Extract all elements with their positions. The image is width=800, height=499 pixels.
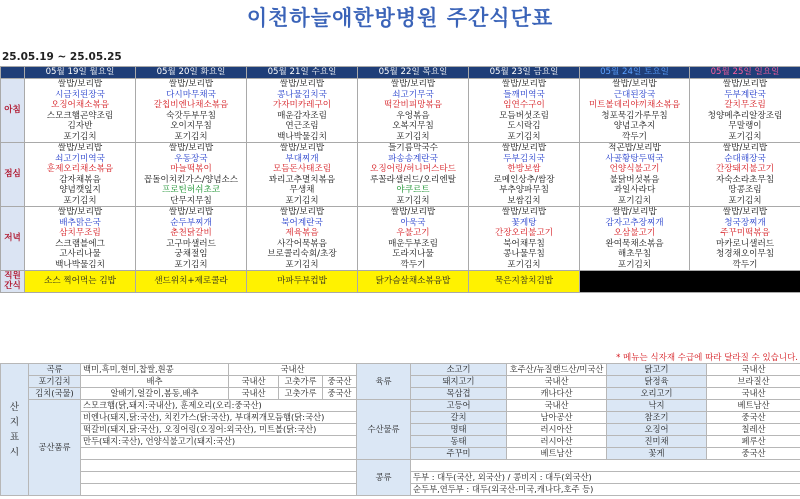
corner-cell — [1, 67, 25, 79]
menu-cell — [469, 79, 580, 143]
fish-cell: 오징어 — [607, 424, 707, 436]
menu-item: 브로콜리숙회/초장 — [267, 249, 337, 259]
menu-item: 스모크햄곤약조림 — [46, 110, 114, 121]
menu-item: 꽈리고추멸치볶음 — [268, 174, 336, 185]
fish-cell: 국내산 — [507, 400, 607, 412]
snack-cell: 샌드위치+제로콜라 — [136, 271, 247, 293]
processed-empty — [81, 472, 357, 484]
snack-label-line: 직원 — [4, 271, 21, 281]
menu-cell — [136, 207, 247, 271]
processed-empty — [81, 460, 357, 472]
menu-item: 간장돼지불고기 — [715, 164, 775, 174]
menu-item: 보쌈김치 — [507, 195, 541, 206]
snack-label — [1, 271, 25, 293]
fish-cell: 러시아산 — [507, 424, 607, 436]
menu-item: 오이지무침 — [170, 121, 212, 131]
kimchi-pepper: 고춧가루 — [279, 376, 323, 388]
kimchi-label: 포기김치 — [29, 376, 81, 388]
menu-item: 순대해장국 — [724, 153, 766, 164]
menu-item: 꼽돌이치킨가스/양념소스 — [143, 174, 239, 185]
menu-item: 포기김치 — [617, 195, 652, 206]
menu-item: 쌀밥/보리밥 — [279, 143, 325, 153]
date-range: 25.05.19 ~ 25.05.25 — [2, 51, 122, 63]
snack-cell: 묵은지참치김밥 — [469, 271, 580, 293]
menu-item: 깍두기 — [400, 259, 426, 270]
menu-item: 포기김치 — [285, 195, 319, 206]
day-header-saturday: 05월 24일 토요일 — [580, 67, 690, 79]
menu-item: 고사리나물 — [59, 249, 101, 259]
menu-item: 쌀밥/보리밥 — [57, 143, 103, 153]
processed-line: 떡갈비(돼지,닭:국산), 오징어링(오징어:외국산), 미트볼(닭:국산) — [81, 424, 357, 436]
menu-item: 자숙소라초무침 — [715, 174, 775, 185]
bean-line: 두부 : 대두(국산, 외국산) / 콩비지 : 대두(외국산) — [411, 472, 800, 484]
rice-value: 백미,흑미,현미,찹쌀,흰콩 — [81, 364, 229, 376]
menu-item: 오삼불고기 — [613, 228, 656, 238]
menu-cell — [25, 79, 136, 143]
kimchi-local-value: 알배기,얼갈이,봄동,배추 — [81, 388, 229, 400]
kimchi-pepper-origin: 중국산 — [323, 376, 357, 388]
menu-cell — [358, 79, 469, 143]
menu-cell — [247, 207, 358, 271]
menu-item: 쌀밥/보리밥 — [722, 143, 768, 153]
menu-item: 쌀밥/보리밥 — [612, 79, 657, 89]
fish-cell: 진미채 — [607, 436, 707, 448]
fish-cell: 베트남산 — [707, 400, 800, 412]
snack-cell: 닭가슴살채소볶음밥 — [358, 271, 469, 293]
menu-item: 콩나물김치국 — [277, 89, 327, 100]
kimchi-local-pepper: 고춧가루 — [279, 388, 323, 400]
menu-item: 쌀밥/보리밥 — [612, 207, 657, 217]
kimchi-local-origin: 국내산 — [229, 388, 279, 400]
menu-item: 갈칩비엔나채소볶음 — [153, 100, 229, 110]
menu-item: 김자반 — [67, 121, 93, 131]
meat-cell: 호주산/뉴질랜드산/미국산 — [507, 364, 607, 376]
menu-item: 북어채무침 — [503, 238, 545, 249]
menu-cell — [690, 207, 800, 271]
menu-cell — [136, 143, 247, 207]
menu-item: 프로틴허쉬초코 — [161, 185, 221, 195]
fish-cell: 페루산 — [707, 436, 800, 448]
menu-item: 청경채오이무침 — [715, 249, 775, 259]
menu-cell — [247, 79, 358, 143]
menu-item: 마늘떡볶이 — [170, 164, 212, 174]
menu-item: 들깨미역국 — [503, 89, 545, 100]
meat-cell: 목삼겹 — [411, 388, 507, 400]
bean-blank — [411, 460, 800, 472]
menu-item: 쌀밥/보리밥 — [501, 143, 547, 153]
fish-cell: 중국산 — [707, 412, 800, 424]
fish-cell: 참조기 — [607, 412, 707, 424]
menu-item: 궁채절임 — [174, 249, 208, 259]
menu-item: 포기김치 — [728, 131, 762, 142]
menu-cell — [580, 143, 690, 207]
menu-item: 단무지무침 — [170, 195, 212, 206]
menu-item: 오징어채소볶음 — [50, 100, 110, 110]
processed-line: 스모크햄(닭,돼지:국내산), 훈제오리(오리:중국산) — [81, 400, 357, 412]
bean-line: 순두부,연두부 : 대두(외국산-미국,캐나다,호주 등) — [411, 484, 800, 496]
menu-item: 무말랭이 — [728, 121, 762, 131]
day-header-sunday: 05월 25일 일요일 — [690, 67, 800, 79]
menu-item: 들기름막국수 — [388, 143, 438, 153]
origin-table — [0, 363, 800, 496]
processed-line: 만두(돼지:국산), 언양식불고기(돼지:국산) — [81, 436, 357, 448]
origin-row — [1, 460, 800, 472]
day-header-row — [1, 67, 800, 79]
menu-item: 부추양파무침 — [499, 185, 549, 195]
menu-item: 청포묵김가루무침 — [601, 110, 668, 121]
menu-item: 깍두기 — [732, 259, 758, 270]
rice-label: 곡류 — [29, 364, 81, 376]
snack-label-line: 간식 — [4, 281, 21, 292]
day-header: 05월 21일 수요일 — [247, 67, 358, 79]
fish-cell: 동태 — [411, 436, 507, 448]
meal-row — [1, 79, 800, 143]
menu-item: 파송송계란국 — [388, 153, 438, 164]
menu-item: 쌀밥/보리밥 — [168, 79, 214, 89]
menu-item: 우동장국 — [174, 153, 208, 164]
menu-item: 임연수구이 — [503, 100, 545, 110]
menu-item: 순두부찌개 — [170, 217, 212, 228]
snack-cell: 소스 찍어먹는 김밥 — [25, 271, 136, 293]
menu-item: 깍두기 — [622, 131, 647, 142]
fish-cell: 고등어 — [411, 400, 507, 412]
fish-cell: 주꾸미 — [411, 448, 507, 460]
menu-item: 언양식불고기 — [609, 164, 660, 174]
menu-item: 쌀밥/보리밥 — [279, 79, 325, 89]
menu-item: 불닭버섯볶음 — [609, 174, 660, 185]
menu-item: 포기김치 — [174, 259, 208, 270]
meat-cell: 브라질산 — [707, 376, 800, 388]
menu-item: 떡갈비피망볶음 — [383, 100, 443, 110]
menu-item: 쌀밥/보리밥 — [722, 79, 768, 89]
menu-item: 쌀밥/보리밥 — [501, 79, 547, 89]
menu-item: 가자미카레구이 — [272, 100, 332, 110]
menu-item: 쌀밥/보리밥 — [501, 207, 547, 217]
day-header: 05월 23일 금요일 — [469, 67, 580, 79]
menu-cell — [25, 143, 136, 207]
meat-cell: 소고기 — [411, 364, 507, 376]
menu-item: 제육볶음 — [285, 228, 319, 238]
menu-item: 매운두부조림 — [388, 238, 438, 249]
fish-cell: 중국산 — [707, 448, 800, 460]
menu-cell — [136, 79, 247, 143]
meal-row — [1, 143, 800, 207]
fish-cell: 명태 — [411, 424, 507, 436]
menu-item: 포기김치 — [396, 131, 430, 142]
menu-item: 훈제오리채소볶음 — [46, 164, 114, 174]
menu-item: 루꼴라샐러드/오리엔탈 — [370, 174, 456, 185]
rice-origin: 국내산 — [229, 364, 357, 376]
menu-item: 도시락김 — [507, 121, 541, 131]
menu-item: 우불고기 — [396, 228, 430, 238]
menu-item: 매운감자조림 — [277, 110, 327, 121]
side-label-char: 산 — [9, 401, 20, 413]
menu-cell — [25, 207, 136, 271]
menu-item: 포기김치 — [507, 131, 541, 142]
menu-item: 쌀밥/보리밥 — [168, 207, 214, 217]
menu-item: 시금치된장국 — [55, 89, 105, 100]
menu-item: 무생채 — [289, 185, 315, 195]
meat-cell: 국내산 — [707, 388, 800, 400]
menu-item: 부대찌개 — [285, 153, 319, 164]
menu-item: 쌀밥/보리밥 — [57, 207, 103, 217]
fish-cell: 러시아산 — [507, 436, 607, 448]
menu-item: 오복지무침 — [392, 121, 434, 131]
menu-item: 포기김치 — [507, 259, 541, 270]
fish-cell: 베트남산 — [507, 448, 607, 460]
menu-item: 완여묵채소볶음 — [605, 238, 664, 249]
menu-note: * 메뉴는 식자재 수급에 따라 달라질 수 있습니다. — [616, 353, 798, 363]
weekly-menu-table — [0, 66, 800, 293]
menu-item: 두부김치국 — [503, 153, 545, 164]
snack-row — [1, 271, 800, 293]
kimchi-local-label: 김치(국물) — [29, 388, 81, 400]
day-header: 05월 22일 목요일 — [358, 67, 469, 79]
fish-cell: 꽃게 — [607, 448, 707, 460]
menu-item: 마카로니샐러드 — [715, 238, 775, 249]
menu-item: 콩나물무침 — [503, 249, 545, 259]
menu-item: 청국장찌개 — [724, 217, 766, 228]
menu-cell — [690, 143, 800, 207]
origin-row — [1, 400, 800, 412]
side-label-char: 시 — [9, 446, 20, 458]
menu-item: 도라지나물 — [392, 249, 434, 259]
processed-empty — [81, 484, 357, 496]
day-header: 05월 19일 월요일 — [25, 67, 136, 79]
menu-cell — [247, 143, 358, 207]
menu-cell — [469, 207, 580, 271]
fish-cell: 낙지 — [607, 400, 707, 412]
page-title: 이천하늘애한방병원 주간식단표 — [246, 6, 554, 30]
meal-label: 저녁 — [1, 207, 25, 271]
menu-cell — [690, 79, 800, 143]
menu-item: 한방보쌈 — [507, 164, 541, 174]
meat-cell: 캐나다산 — [507, 388, 607, 400]
day-header: 05월 20일 화요일 — [136, 67, 247, 79]
menu-item: 포기김치 — [63, 131, 97, 142]
menu-item: 춘천닭갈비 — [170, 228, 212, 238]
menu-item: 쌀밥/보리밥 — [390, 207, 436, 217]
meat-cell: 오리고기 — [607, 388, 707, 400]
menu-item: 북어계란국 — [281, 217, 323, 228]
menu-item: 쌀밥/보리밥 — [57, 79, 103, 89]
menu-cell — [469, 143, 580, 207]
menu-item: 포기김치 — [63, 195, 97, 206]
menu-item: 쌀밥/보리밥 — [722, 207, 768, 217]
snack-cell: 마파두부컵밥 — [247, 271, 358, 293]
menu-item: 모듬버섯조림 — [499, 110, 549, 121]
fish-label: 수산물류 — [357, 400, 411, 460]
menu-item: 포기김치 — [285, 259, 319, 270]
menu-item: 우엉볶음 — [396, 110, 430, 121]
menu-item: 숙갓두부무침 — [166, 110, 216, 121]
menu-item: 포기김치 — [728, 195, 762, 206]
processed-empty — [81, 448, 357, 460]
menu-item: 쇠고기무국 — [392, 89, 434, 100]
menu-item: 포기김치 — [617, 259, 652, 270]
meal-label: 아침 — [1, 79, 25, 143]
menu-item: 해초무침 — [617, 249, 652, 259]
menu-item: 사골황탕두떡국 — [605, 153, 664, 164]
menu-item: 땅콩조림 — [728, 185, 762, 195]
meat-cell: 국내산 — [707, 364, 800, 376]
meal-label: 점심 — [1, 143, 25, 207]
menu-item: 근대된장국 — [613, 89, 656, 100]
menu-item: 로메인상추/쌈장 — [493, 174, 555, 185]
menu-item: 꽃게탕 — [511, 217, 537, 228]
menu-item: 오징어링/허니머스타드 — [370, 164, 456, 174]
kimchi-local-pepper-origin: 중국산 — [323, 388, 357, 400]
menu-cell — [358, 207, 469, 271]
menu-item: 양념깻잎지 — [59, 185, 101, 195]
menu-item: 백나박물김치 — [277, 131, 327, 142]
kimchi-cabbage-origin: 국내산 — [229, 376, 279, 388]
menu-item: 쇠고기미역국 — [55, 153, 105, 164]
menu-item: 쌀밥/보리밥 — [279, 207, 325, 217]
menu-item: 적곤밥/보리밥 — [608, 143, 661, 153]
menu-item: 모듬돈사태조림 — [272, 164, 332, 174]
menu-item: 양념고추지 — [613, 121, 656, 131]
processed-label: 공산품류 — [29, 400, 81, 496]
menu-item: 쌀밥/보리밥 — [390, 79, 436, 89]
menu-item: 포기김치 — [174, 131, 208, 142]
menu-item: 스크램블에그 — [55, 238, 105, 249]
menu-item: 삼치무조림 — [59, 228, 101, 238]
meal-row — [1, 207, 800, 271]
meat-cell: 닭정육 — [607, 376, 707, 388]
menu-item: 고구마샐러드 — [166, 238, 216, 249]
bean-label: 콩류 — [357, 460, 411, 496]
menu-item: 아욱국 — [400, 217, 426, 228]
menu-item: 포기김치 — [396, 195, 430, 206]
menu-item: 다시마무채국 — [166, 89, 216, 100]
kimchi-cabbage: 배추 — [81, 376, 229, 388]
menu-item: 감자고추장찌개 — [605, 217, 664, 228]
side-label-char: 표 — [9, 431, 20, 443]
menu-item: 미트볼데리야끼채소볶음 — [588, 100, 681, 110]
menu-item: 백나박물김치 — [55, 259, 105, 270]
meat-cell: 닭고기 — [607, 364, 707, 376]
menu-item: 갈치무조림 — [724, 100, 766, 110]
menu-cell — [580, 207, 690, 271]
processed-line: 비엔나(돼지,닭:국산), 치킨가스(닭:국산), 부대찌개모듬햄(닭:국산) — [81, 412, 357, 424]
side-label-char: 지 — [9, 416, 20, 428]
fish-cell: 칠레산 — [707, 424, 800, 436]
menu-item: 과일사라다 — [613, 185, 656, 195]
meat-cell: 국내산 — [507, 376, 607, 388]
menu-item: 연근조림 — [285, 121, 319, 131]
fish-cell: 남아공산 — [507, 412, 607, 424]
menu-item: 청양메추리알장조림 — [707, 110, 783, 121]
menu-item: 야쿠르트 — [396, 185, 430, 195]
meat-cell: 돼지고기 — [411, 376, 507, 388]
menu-item: 사각어묵볶음 — [277, 238, 327, 249]
snack-weekend-blank — [580, 271, 800, 293]
menu-item: 간장오리불고기 — [494, 228, 554, 238]
menu-item: 쌀밥/보리밥 — [168, 143, 214, 153]
meat-label: 육류 — [357, 364, 411, 400]
origin-row — [1, 364, 800, 376]
menu-item: 두부계란국 — [724, 89, 766, 100]
menu-cell — [358, 143, 469, 207]
menu-cell — [580, 79, 690, 143]
origin-side-label — [1, 364, 29, 496]
fish-cell: 갈치 — [411, 412, 507, 424]
menu-item: 배추맑은국 — [59, 217, 101, 228]
menu-item: 감자채볶음 — [59, 174, 101, 185]
menu-item: 주꾸미떡볶음 — [720, 228, 770, 238]
